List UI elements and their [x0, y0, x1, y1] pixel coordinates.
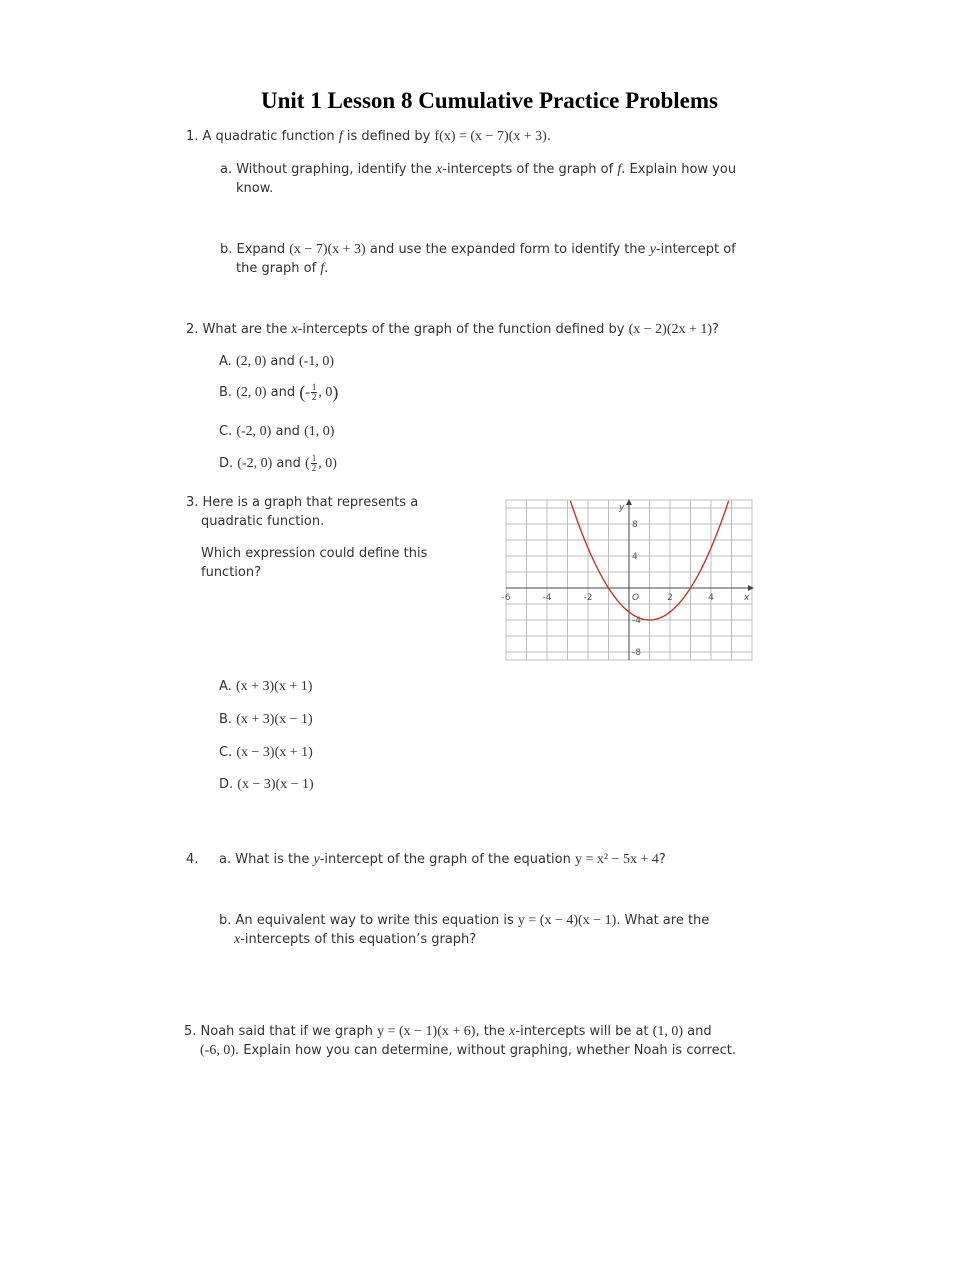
- q5-equation: y = (x − 1)(x + 6): [377, 1024, 476, 1039]
- page-title: Unit 1 Lesson 8 Cumulative Practice Problems: [261, 88, 718, 113]
- point: (-2, 0): [237, 456, 273, 471]
- q4a-text: a. What is the: [219, 852, 314, 867]
- q2-option-c: [219, 422, 334, 441]
- x-axis-label: x: [744, 593, 750, 603]
- q1-f-var: f: [338, 129, 343, 144]
- and-text: and: [266, 385, 300, 400]
- q5-text: 5. Noah said that if we graph: [184, 1024, 378, 1039]
- option-expression: (x − 3)(x + 1): [236, 745, 313, 760]
- q4-number: 4.: [186, 852, 199, 867]
- option-label: A.: [219, 679, 236, 694]
- and-text: and: [271, 424, 305, 439]
- point-tail: , 0): [318, 456, 337, 471]
- q3-line2: quadratic function.: [201, 514, 325, 529]
- option-label: D.: [219, 777, 238, 792]
- q5-text-2: , the: [475, 1024, 510, 1039]
- option-label: C.: [219, 424, 237, 439]
- option-expression: (x + 3)(x − 1): [236, 712, 313, 727]
- open-paren: (: [305, 456, 310, 471]
- x-tick-label: -2: [583, 593, 593, 603]
- q1b-y-var: y: [649, 242, 656, 257]
- x-tick-label: 4: [708, 593, 714, 603]
- q1b-text: b. Expand: [220, 242, 290, 257]
- fraction-denominator: 2: [311, 392, 317, 402]
- q3-option-a: [219, 677, 312, 696]
- q1b-text-3: -intercept of: [655, 242, 736, 257]
- q4a-line: [219, 850, 666, 869]
- option-expression: (x + 3)(x + 1): [235, 679, 313, 694]
- q3-option-b: [219, 710, 313, 729]
- fraction: [311, 454, 318, 473]
- negative-sign: -: [305, 385, 310, 400]
- q2-stem: [186, 320, 719, 339]
- y-tick-label: 4: [632, 552, 638, 562]
- q4a-qmark: ?: [658, 852, 666, 867]
- option-label: B.: [219, 385, 237, 400]
- q1b-line1: [220, 240, 736, 259]
- q5-text-4: and: [683, 1024, 712, 1039]
- q3-line3: Which expression could define this: [201, 546, 428, 561]
- x-axis-arrow: [748, 585, 754, 591]
- tick-labels: [502, 503, 750, 658]
- q3-line4: function?: [201, 565, 262, 580]
- q1-stem-text-2: is defined by: [342, 129, 435, 144]
- origin-label: O: [632, 593, 640, 603]
- x-tick-label: -6: [501, 593, 511, 603]
- q1a-text-3: . Explain how you: [621, 162, 737, 177]
- open-paren: (: [299, 382, 306, 402]
- q4a-text-2: -intercept of the graph of the equation: [319, 852, 575, 867]
- q2-option-a: [219, 352, 334, 371]
- q1b-expression: (x − 7)(x + 3): [289, 242, 366, 257]
- x-tick-label: 2: [667, 593, 673, 603]
- y-tick-label: 8: [632, 520, 638, 530]
- q2-option-b: [219, 383, 338, 402]
- q4b-x-var: x: [234, 932, 241, 947]
- point: (2, 0): [236, 385, 267, 400]
- q2-expression: (x − 2)(2x + 1): [628, 322, 713, 337]
- q1a-line2: know.: [236, 181, 274, 196]
- q5-x-var: x: [509, 1024, 516, 1039]
- q1b-f-var: f: [320, 261, 325, 276]
- q3-line1: 3. Here is a graph that represents a: [186, 495, 419, 510]
- q1a-text: a. Without graphing, identify the: [220, 162, 437, 177]
- q1b-period: .: [324, 261, 329, 276]
- q4b-equation: y = (x − 4)(x − 1): [517, 913, 617, 928]
- option-expression: (x − 3)(x − 1): [237, 777, 314, 792]
- q4b-text: b. An equivalent way to write this equation is: [219, 913, 518, 928]
- q1b-text-2: and use the expanded form to identify the: [365, 242, 650, 257]
- q2-text: 2. What are the: [186, 322, 292, 337]
- q5-line1: [184, 1022, 712, 1041]
- point-tail: , 0: [318, 385, 333, 400]
- q2-option-d: [219, 454, 337, 473]
- point: (-2, 0): [236, 424, 272, 439]
- q5-text-3: -intercepts will be at: [515, 1024, 653, 1039]
- fraction-numerator: 1: [311, 382, 317, 392]
- and-text: and: [266, 354, 299, 369]
- q1-stem-period: .: [546, 129, 551, 144]
- q3-option-d: [219, 775, 314, 794]
- point: (1, 0): [304, 424, 335, 439]
- q1a-text-2: -intercepts of the graph of: [442, 162, 618, 177]
- and-text: and: [272, 456, 306, 471]
- y-tick-label: -4: [632, 616, 641, 626]
- q5-line2: [200, 1041, 736, 1060]
- point: (2, 0): [235, 354, 267, 369]
- option-label: B.: [219, 712, 237, 727]
- q4a-equation: y = x² − 5x + 4: [575, 852, 659, 867]
- option-label: A.: [219, 354, 236, 369]
- option-label: C.: [219, 745, 237, 760]
- q1-stem-text: 1. A quadratic function: [186, 129, 339, 144]
- q1b-line2: [236, 259, 328, 278]
- q1a-line1: [220, 160, 736, 179]
- fraction: [311, 383, 318, 402]
- q1-stem: [186, 127, 551, 146]
- fraction-denominator: 2: [311, 463, 317, 473]
- q4b-text-3: -intercepts of this equation’s graph?: [240, 932, 477, 947]
- q5-point-1: (1, 0): [652, 1024, 683, 1039]
- fraction-numerator: 1: [311, 453, 317, 463]
- q3-option-c: [219, 743, 313, 762]
- x-tick-label: -4: [542, 593, 552, 603]
- option-label: D.: [219, 456, 238, 471]
- q1-function-expression: f(x) = (x − 7)(x + 3): [434, 129, 547, 144]
- quadratic-graph: [496, 494, 762, 670]
- q2-qmark: ?: [712, 322, 719, 337]
- q2-x-var: x: [291, 322, 298, 337]
- q5-point-2: (-6, 0): [200, 1043, 235, 1058]
- y-axis-label: y: [619, 503, 625, 513]
- q1a-x-var: x: [436, 162, 443, 177]
- q4b-line2: [234, 930, 476, 949]
- q2-text-2: -intercepts of the graph of the function defined by: [297, 322, 629, 337]
- q4b-line1: [219, 911, 709, 930]
- close-paren: ): [332, 382, 339, 402]
- q4a-y-var: y: [313, 852, 320, 867]
- point: (-1, 0): [299, 354, 334, 369]
- q1b-text-4: the graph of: [236, 261, 321, 276]
- y-tick-label: -8: [632, 648, 641, 658]
- q4b-text-2: . What are the: [616, 913, 710, 928]
- q1a-f-var: f: [617, 162, 622, 177]
- q5-text-5: . Explain how you can determine, without graphing, whether Noah is correct.: [235, 1043, 736, 1058]
